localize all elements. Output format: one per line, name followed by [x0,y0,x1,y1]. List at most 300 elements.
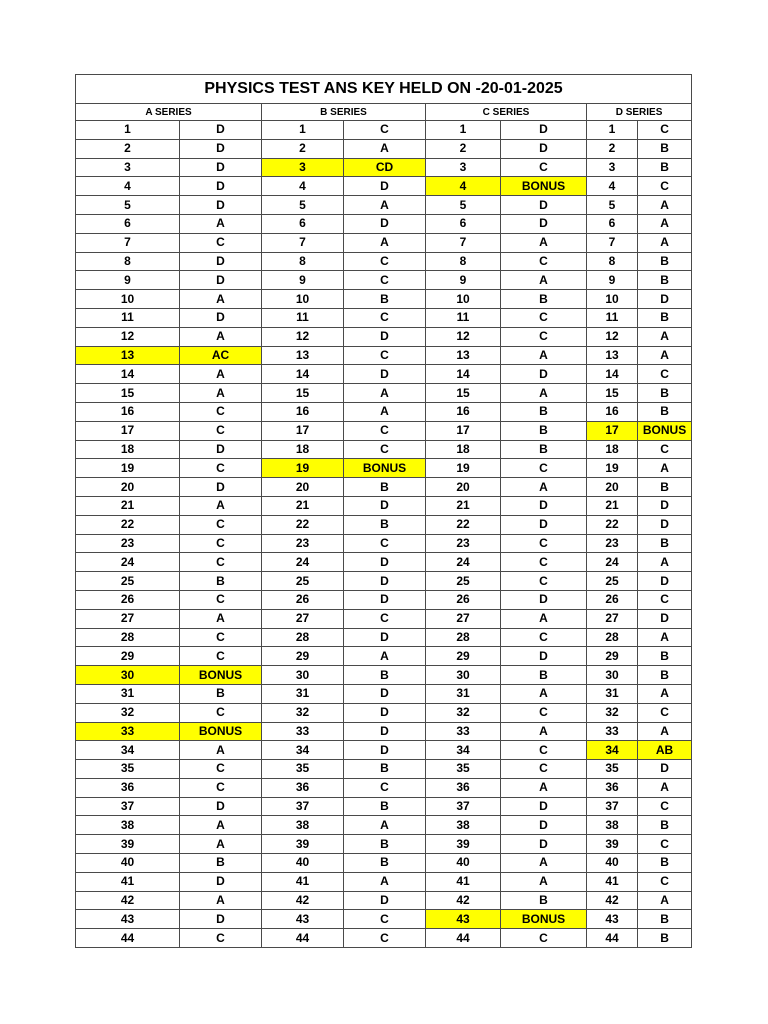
series-d-question-number: 29 [587,647,638,666]
series-b-question-number: 23 [262,534,344,553]
series-d-question-number: 38 [587,816,638,835]
series-b-answer: A [344,139,426,158]
series-a-question-number: 33 [76,722,180,741]
series-d-answer: C [638,703,692,722]
series-d-question-number: 23 [587,534,638,553]
series-c-question-number: 20 [426,478,501,497]
series-b-question-number: 33 [262,722,344,741]
series-d-answer: A [638,891,692,910]
series-c-answer: D [501,797,587,816]
series-c-answer: C [501,741,587,760]
series-a-answer: C [180,515,262,534]
series-c-answer: C [501,158,587,177]
series-c-question-number: 4 [426,177,501,196]
answer-row [76,872,692,891]
answer-key-table [75,74,692,948]
series-c-answer: C [501,327,587,346]
series-b-answer: C [344,121,426,140]
series-b-question-number: 32 [262,703,344,722]
series-b-answer: A [344,816,426,835]
series-c-question-number: 9 [426,271,501,290]
series-d-question-number: 30 [587,666,638,685]
series-c-question-number: 11 [426,308,501,327]
series-c-answer: D [501,196,587,215]
series-b-answer: D [344,572,426,591]
series-d-answer: D [638,496,692,515]
series-b-question-number: 18 [262,440,344,459]
series-c-answer: C [501,929,587,948]
answer-row [76,515,692,534]
series-d-question-number: 40 [587,854,638,873]
series-d-answer: A [638,684,692,703]
series-a-answer: D [180,139,262,158]
series-b-answer: D [344,628,426,647]
series-d-answer: C [638,365,692,384]
series-a-question-number: 34 [76,741,180,760]
series-d-question-number: 32 [587,703,638,722]
series-b-answer: C [344,534,426,553]
series-a-question-number: 37 [76,797,180,816]
series-d-question-number: 2 [587,139,638,158]
series-a-answer: D [180,158,262,177]
series-b-answer: D [344,722,426,741]
series-c-answer: A [501,722,587,741]
series-c-question-number: 30 [426,666,501,685]
answer-row [76,421,692,440]
series-d-answer: B [638,929,692,948]
series-c-answer: B [501,666,587,685]
series-c-question-number: 18 [426,440,501,459]
series-a-answer: D [180,252,262,271]
series-b-answer: B [344,666,426,685]
series-d-question-number: 28 [587,628,638,647]
answer-row [76,139,692,158]
answer-row [76,628,692,647]
series-a-answer: D [180,797,262,816]
series-b-question-number: 3 [262,158,344,177]
series-d-question-number: 16 [587,402,638,421]
series-b-question-number: 16 [262,402,344,421]
series-a-question-number: 24 [76,553,180,572]
series-d-answer: A [638,327,692,346]
series-d-answer: C [638,121,692,140]
series-a-question-number: 6 [76,214,180,233]
series-b-answer: C [344,271,426,290]
series-a-answer: C [180,760,262,779]
series-c-answer: A [501,478,587,497]
series-a-answer: C [180,590,262,609]
series-a-question-number: 13 [76,346,180,365]
series-c-question-number: 14 [426,365,501,384]
series-a-question-number: 8 [76,252,180,271]
series-b-answer: D [344,553,426,572]
answer-row [76,760,692,779]
series-c-question-number: 23 [426,534,501,553]
series-header-d: D SERIES [587,104,692,121]
series-d-question-number: 14 [587,365,638,384]
series-a-question-number: 10 [76,290,180,309]
series-c-answer: D [501,816,587,835]
series-b-answer: C [344,346,426,365]
answer-row [76,929,692,948]
series-b-answer: A [344,872,426,891]
series-b-answer: C [344,440,426,459]
series-b-question-number: 26 [262,590,344,609]
series-a-answer: AC [180,346,262,365]
series-c-question-number: 12 [426,327,501,346]
series-a-question-number: 25 [76,572,180,591]
answer-row [76,196,692,215]
answer-row [76,835,692,854]
series-b-answer: C [344,421,426,440]
series-header-b: B SERIES [262,104,426,121]
series-d-question-number: 21 [587,496,638,515]
answer-row [76,572,692,591]
series-a-question-number: 23 [76,534,180,553]
series-a-answer: A [180,891,262,910]
series-b-answer: D [344,365,426,384]
series-c-question-number: 27 [426,609,501,628]
series-a-answer: D [180,872,262,891]
series-c-answer: C [501,252,587,271]
series-d-question-number: 10 [587,290,638,309]
series-b-question-number: 41 [262,872,344,891]
series-d-question-number: 44 [587,929,638,948]
series-a-question-number: 41 [76,872,180,891]
series-a-answer: B [180,684,262,703]
answer-row [76,233,692,252]
series-a-question-number: 40 [76,854,180,873]
answer-row [76,722,692,741]
series-d-question-number: 19 [587,459,638,478]
answer-row [76,121,692,140]
series-d-answer: A [638,628,692,647]
series-a-answer: D [180,478,262,497]
series-d-question-number: 13 [587,346,638,365]
series-b-question-number: 38 [262,816,344,835]
series-b-answer: C [344,308,426,327]
series-b-answer: B [344,478,426,497]
series-d-question-number: 17 [587,421,638,440]
series-d-question-number: 11 [587,308,638,327]
series-c-question-number: 17 [426,421,501,440]
series-a-answer: C [180,553,262,572]
series-c-answer: A [501,778,587,797]
answer-row [76,440,692,459]
series-c-answer: A [501,233,587,252]
series-d-question-number: 33 [587,722,638,741]
series-d-answer: B [638,271,692,290]
series-c-answer: C [501,703,587,722]
series-d-answer: A [638,722,692,741]
series-a-answer: A [180,327,262,346]
series-c-answer: D [501,647,587,666]
series-c-answer: A [501,854,587,873]
series-d-question-number: 34 [587,741,638,760]
series-d-answer: B [638,384,692,403]
series-d-answer: B [638,478,692,497]
series-c-question-number: 22 [426,515,501,534]
series-d-answer: B [638,854,692,873]
series-c-answer: A [501,872,587,891]
series-d-answer: BONUS [638,421,692,440]
series-d-answer: C [638,797,692,816]
series-a-answer: D [180,271,262,290]
series-a-answer: B [180,854,262,873]
series-d-answer: AB [638,741,692,760]
series-b-question-number: 37 [262,797,344,816]
answer-row [76,590,692,609]
series-b-question-number: 7 [262,233,344,252]
series-header-c: C SERIES [426,104,587,121]
series-b-answer: C [344,609,426,628]
series-d-answer: A [638,553,692,572]
series-d-question-number: 31 [587,684,638,703]
series-a-question-number: 22 [76,515,180,534]
series-b-answer: A [344,196,426,215]
series-a-question-number: 5 [76,196,180,215]
series-d-answer: D [638,609,692,628]
series-c-question-number: 28 [426,628,501,647]
series-a-question-number: 3 [76,158,180,177]
series-c-answer: C [501,628,587,647]
series-a-question-number: 29 [76,647,180,666]
series-c-question-number: 39 [426,835,501,854]
series-b-question-number: 6 [262,214,344,233]
series-b-answer: B [344,515,426,534]
series-a-question-number: 44 [76,929,180,948]
series-b-answer: C [344,778,426,797]
answer-row [76,816,692,835]
answer-row [76,910,692,929]
series-d-answer: D [638,290,692,309]
series-c-answer: C [501,760,587,779]
series-c-answer: D [501,515,587,534]
series-b-question-number: 40 [262,854,344,873]
series-b-answer: D [344,327,426,346]
answer-row [76,459,692,478]
series-b-question-number: 29 [262,647,344,666]
answer-row [76,797,692,816]
series-c-answer: A [501,684,587,703]
series-b-answer: B [344,854,426,873]
series-a-question-number: 31 [76,684,180,703]
series-c-question-number: 38 [426,816,501,835]
series-b-question-number: 28 [262,628,344,647]
series-a-question-number: 32 [76,703,180,722]
series-b-question-number: 4 [262,177,344,196]
series-d-answer: C [638,440,692,459]
series-d-answer: A [638,459,692,478]
series-d-answer: A [638,778,692,797]
series-b-answer: C [344,252,426,271]
series-d-question-number: 4 [587,177,638,196]
series-b-question-number: 11 [262,308,344,327]
series-b-question-number: 1 [262,121,344,140]
series-d-answer: B [638,402,692,421]
series-b-answer: B [344,797,426,816]
series-b-question-number: 5 [262,196,344,215]
series-d-answer: D [638,572,692,591]
series-d-question-number: 20 [587,478,638,497]
series-b-question-number: 34 [262,741,344,760]
series-b-question-number: 20 [262,478,344,497]
series-d-question-number: 37 [587,797,638,816]
series-c-question-number: 41 [426,872,501,891]
series-a-answer: D [180,196,262,215]
page-title: PHYSICS TEST ANS KEY HELD ON -20-01-2025 [76,75,692,104]
series-c-answer: D [501,214,587,233]
answer-row [76,666,692,685]
series-c-answer: D [501,590,587,609]
series-a-answer: C [180,628,262,647]
series-a-question-number: 27 [76,609,180,628]
answer-row [76,553,692,572]
series-b-answer: B [344,835,426,854]
series-d-question-number: 8 [587,252,638,271]
series-d-answer: B [638,910,692,929]
series-b-question-number: 8 [262,252,344,271]
series-d-answer: A [638,196,692,215]
series-c-question-number: 10 [426,290,501,309]
series-c-question-number: 15 [426,384,501,403]
answer-row [76,214,692,233]
series-a-question-number: 18 [76,440,180,459]
series-d-answer: B [638,647,692,666]
series-a-answer: D [180,308,262,327]
series-c-question-number: 16 [426,402,501,421]
series-a-question-number: 7 [76,233,180,252]
series-a-question-number: 9 [76,271,180,290]
series-c-answer: C [501,553,587,572]
series-b-question-number: 12 [262,327,344,346]
series-a-answer: C [180,233,262,252]
series-b-answer: A [344,233,426,252]
series-header-a: A SERIES [76,104,262,121]
series-a-question-number: 30 [76,666,180,685]
series-a-answer: C [180,421,262,440]
answer-row [76,271,692,290]
series-c-question-number: 25 [426,572,501,591]
series-a-answer: A [180,365,262,384]
series-b-question-number: 19 [262,459,344,478]
series-a-answer: C [180,459,262,478]
series-b-question-number: 25 [262,572,344,591]
series-d-answer: B [638,308,692,327]
series-c-question-number: 26 [426,590,501,609]
series-d-question-number: 27 [587,609,638,628]
series-d-answer: B [638,139,692,158]
series-c-question-number: 40 [426,854,501,873]
answer-row [76,346,692,365]
series-a-question-number: 38 [76,816,180,835]
series-d-question-number: 5 [587,196,638,215]
series-d-question-number: 39 [587,835,638,854]
series-b-question-number: 14 [262,365,344,384]
series-c-answer: C [501,572,587,591]
series-b-answer: D [344,177,426,196]
series-c-answer: BONUS [501,910,587,929]
title-row [76,75,692,104]
series-a-question-number: 35 [76,760,180,779]
series-c-question-number: 19 [426,459,501,478]
series-d-answer: A [638,346,692,365]
series-c-question-number: 29 [426,647,501,666]
series-a-answer: BONUS [180,722,262,741]
series-a-question-number: 43 [76,910,180,929]
series-d-question-number: 18 [587,440,638,459]
series-d-answer: B [638,252,692,271]
series-c-answer: D [501,139,587,158]
series-d-question-number: 7 [587,233,638,252]
series-d-answer: B [638,158,692,177]
series-b-question-number: 35 [262,760,344,779]
series-d-answer: C [638,835,692,854]
series-d-question-number: 43 [587,910,638,929]
series-a-question-number: 28 [76,628,180,647]
series-d-question-number: 25 [587,572,638,591]
series-a-answer: C [180,778,262,797]
series-b-question-number: 43 [262,910,344,929]
series-a-question-number: 19 [76,459,180,478]
series-a-answer: D [180,121,262,140]
series-c-question-number: 3 [426,158,501,177]
series-d-question-number: 12 [587,327,638,346]
series-c-question-number: 7 [426,233,501,252]
answer-row [76,365,692,384]
series-c-answer: A [501,346,587,365]
series-b-answer: BONUS [344,459,426,478]
series-d-answer: D [638,760,692,779]
series-b-question-number: 36 [262,778,344,797]
series-a-answer: A [180,816,262,835]
series-a-question-number: 14 [76,365,180,384]
series-d-question-number: 26 [587,590,638,609]
series-d-question-number: 41 [587,872,638,891]
series-b-question-number: 30 [262,666,344,685]
series-c-question-number: 42 [426,891,501,910]
series-b-answer: D [344,684,426,703]
series-c-question-number: 35 [426,760,501,779]
answer-row [76,703,692,722]
series-header-row [76,104,692,121]
answer-row [76,778,692,797]
answer-row [76,609,692,628]
series-b-answer: A [344,402,426,421]
series-a-answer: A [180,214,262,233]
series-d-question-number: 1 [587,121,638,140]
series-a-question-number: 4 [76,177,180,196]
series-d-question-number: 3 [587,158,638,177]
answer-row [76,534,692,553]
series-b-question-number: 10 [262,290,344,309]
series-a-question-number: 12 [76,327,180,346]
series-a-question-number: 36 [76,778,180,797]
series-a-question-number: 39 [76,835,180,854]
answer-row [76,647,692,666]
series-d-answer: C [638,872,692,891]
series-b-question-number: 15 [262,384,344,403]
series-c-question-number: 21 [426,496,501,515]
series-c-answer: C [501,534,587,553]
series-c-question-number: 34 [426,741,501,760]
series-a-answer: BONUS [180,666,262,685]
series-c-question-number: 36 [426,778,501,797]
series-d-question-number: 22 [587,515,638,534]
series-a-answer: D [180,177,262,196]
series-c-question-number: 6 [426,214,501,233]
series-a-question-number: 42 [76,891,180,910]
